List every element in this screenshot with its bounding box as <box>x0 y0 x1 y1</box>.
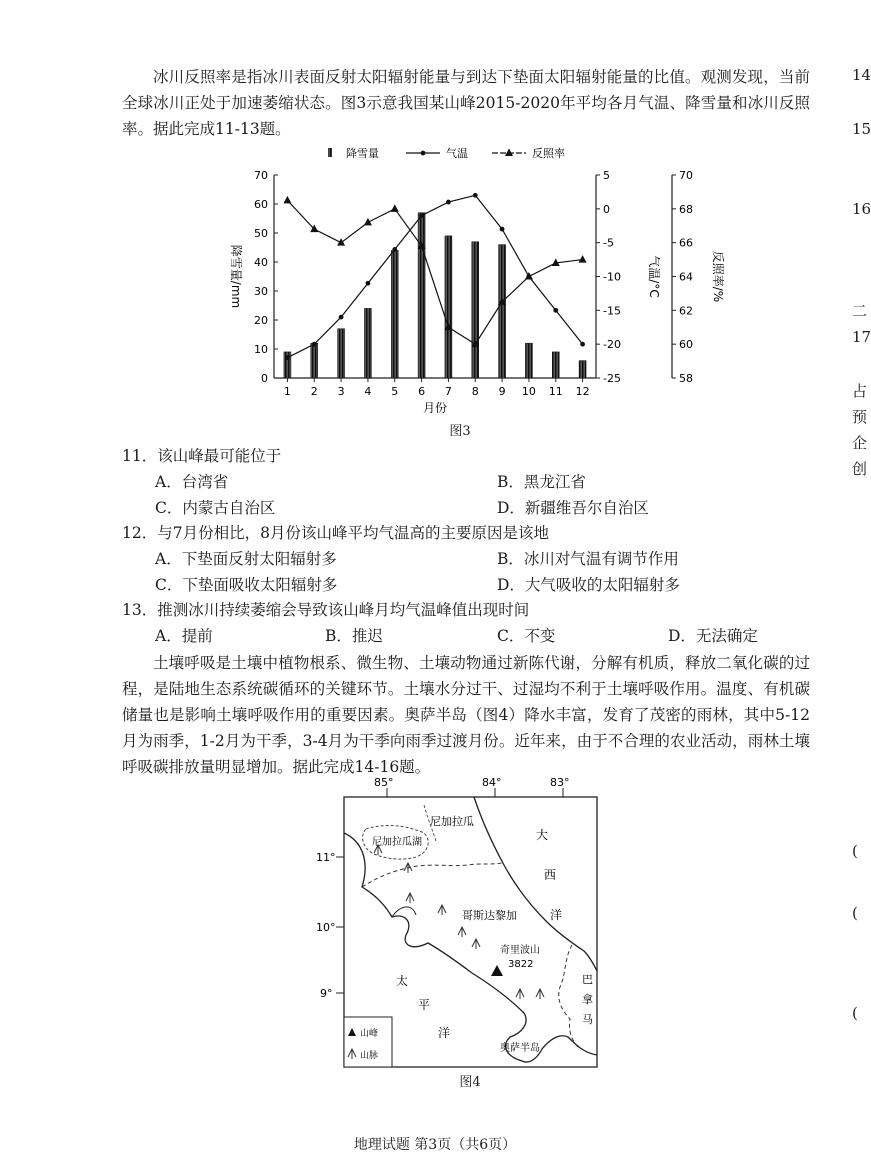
q13-option-a: A．提前 <box>155 627 213 645</box>
q11-option-c: C．内蒙古自治区 <box>155 499 276 517</box>
left-tick-label: 20 <box>254 314 268 327</box>
x-tick-label: 10 <box>521 385 536 398</box>
snowfall-bar <box>579 361 586 378</box>
lat-label-11: 11° <box>316 851 336 864</box>
q12-option-d: D．大气吸收的太阳辐射多 <box>497 576 680 594</box>
snowfall-bar <box>418 213 425 378</box>
chart-legend <box>328 146 565 160</box>
snowfall-bar <box>364 308 371 378</box>
legend-snowfall-label: 降雪量 <box>346 147 379 160</box>
q12-option-c: C．下垫面吸收太阳辐射多 <box>155 576 338 594</box>
legend-snowfall-swatch <box>328 148 332 157</box>
x-tick-label: 9 <box>498 385 506 398</box>
edge-fragment-10: ( <box>852 842 858 860</box>
x-tick-label: 3 <box>337 385 345 398</box>
temperature-point <box>366 281 371 286</box>
lon-label-83: 83° <box>550 776 570 789</box>
legend-temp-marker <box>421 151 426 156</box>
albedo-tick-label: 70 <box>679 169 693 182</box>
pacific-char-1: 太 <box>396 974 409 988</box>
temperature-point <box>312 342 317 347</box>
temperature-point <box>473 193 478 198</box>
albedo-tick-label: 60 <box>679 338 693 352</box>
snowfall-bar <box>525 343 532 378</box>
albedo-line <box>287 200 582 344</box>
legend-peak-label: 山峰 <box>360 1029 379 1039</box>
snowfall-bar <box>445 236 452 378</box>
snowfall-bar <box>391 250 398 378</box>
fig3-chart <box>210 145 730 415</box>
x-tick-label: 6 <box>418 385 426 398</box>
q13-option-d: D．无法确定 <box>668 627 758 645</box>
albedo-axis-title: 反照率/% <box>711 250 725 303</box>
left-tick-label: 30 <box>254 285 268 298</box>
question-13-stem: 13．推测冰川持续萎缩会导致该山峰月均气温峰值出现时间 <box>122 601 530 619</box>
albedo-point <box>579 255 587 263</box>
atlantic-char-1: 大 <box>536 828 549 842</box>
legend-albedo-label: 反照率 <box>532 147 565 160</box>
snowfall-bar <box>499 245 506 378</box>
q13-option-b: B．推迟 <box>325 627 383 645</box>
albedo-tick-label: 62 <box>679 304 693 318</box>
edge-fragment-12: ( <box>852 1004 858 1022</box>
albedo-tick-label: 66 <box>679 236 693 250</box>
temp-axis-title: 气温/°C <box>647 255 661 298</box>
temperature-point <box>392 247 397 252</box>
edge-fragment-5: 17 <box>852 328 871 346</box>
atlantic-char-3: 洋 <box>550 908 563 922</box>
edge-fragment-8: 企 <box>852 434 868 452</box>
question-11-stem: 11．该山峰最可能位于 <box>122 447 282 465</box>
edge-fragment-9: 创 <box>852 460 868 478</box>
label-nicaragua: 尼加拉瓜 <box>430 815 474 828</box>
q11-option-b: B．黑龙江省 <box>497 473 586 491</box>
edge-fragment-4: 二 <box>852 302 868 320</box>
panama-char-2: 拿 <box>582 993 593 1006</box>
temperature-point <box>553 308 558 313</box>
q13-option-c: C．不变 <box>497 627 556 645</box>
temp-tick-label: -10 <box>603 270 621 284</box>
temp-tick-label: -25 <box>603 372 621 385</box>
fig4-caption: 图4 <box>459 1075 481 1090</box>
edge-fragment-2: 15 <box>852 120 871 138</box>
page-footer: 地理试题 第3页（共6页） <box>353 1137 517 1153</box>
temp-tick-label: -5 <box>603 236 614 250</box>
albedo-tick-label: 58 <box>679 372 693 385</box>
panama-char-3: 马 <box>582 1013 593 1026</box>
pacific-char-3: 洋 <box>438 1026 451 1040</box>
temp-tick-label: 0 <box>603 202 610 216</box>
lat-label-9: 9° <box>320 987 333 1000</box>
edge-fragment-11: ( <box>852 904 858 922</box>
panama-char-1: 巴 <box>582 973 593 986</box>
temp-tick-label: -20 <box>603 338 621 352</box>
albedo-tick-label: 68 <box>679 202 693 216</box>
pacific-char-2: 平 <box>418 998 431 1012</box>
lon-label-84: 84° <box>482 776 502 789</box>
temperature-point <box>446 200 451 205</box>
fig3-caption: 图3 <box>449 424 471 439</box>
q11-option-a: A．台湾省 <box>155 473 229 491</box>
left-tick-label: 60 <box>254 198 268 211</box>
soil-paragraph: 土壤呼吸是土壤中植物根系、微生物、土壤动物通过新陈代谢，分解有机质，释放二氧化碳的过程，是陆地生态系统碳循环的关键环节。土壤水分过干、过湿均不利于土壤呼吸作用。温度、有机碳储量也是影响土壤呼吸作用的重要因素。奥萨半岛（图4）降水丰富，发育了茂密的雨林，其中5-12月为雨季，1-2月为干季，3-4月为干季向雨季过渡月份。近年来，由于不合理的农业活动，雨林土壤呼吸碳排放量明显增加。据此完成14-16题。 <box>122 654 810 776</box>
temperature-point <box>339 315 344 320</box>
left-tick-label: 10 <box>254 343 268 356</box>
snowfall-bars <box>284 213 586 378</box>
label-costa-rica: 哥斯达黎加 <box>462 909 517 922</box>
legend-albedo-marker <box>505 149 513 157</box>
label-elevation: 3822 <box>508 959 534 970</box>
edge-fragment-3: 16 <box>852 200 871 218</box>
fig4-map <box>316 775 632 1075</box>
x-tick-label: 8 <box>471 385 479 398</box>
q12-option-a: A．下垫面反射太阳辐射多 <box>155 550 337 568</box>
left-tick-label: 70 <box>254 169 268 182</box>
question-12-stem: 12．与7月份相比，8月份该山峰平均气温高的主要原因是该地 <box>122 524 549 542</box>
left-tick-label: 40 <box>254 256 268 269</box>
snowfall-bar <box>311 343 318 378</box>
q12-option-b: B．冰川对气温有调节作用 <box>497 550 679 568</box>
label-lake-nicaragua: 尼加拉瓜湖 <box>372 837 422 848</box>
lon-label-85: 85° <box>374 776 394 789</box>
snowfall-bar <box>472 242 479 378</box>
temp-tick-label: 5 <box>603 169 610 182</box>
left-axis-title: 降雪量/mm <box>229 244 243 309</box>
x-tick-label: 7 <box>444 385 452 398</box>
temperature-point <box>580 342 585 347</box>
x-tick-label: 2 <box>310 385 318 398</box>
chart-lines <box>283 193 586 360</box>
x-tick-label: 1 <box>283 385 291 398</box>
q11-option-d: D．新疆维吾尔自治区 <box>497 499 649 517</box>
temperature-line <box>287 195 582 357</box>
snowfall-bar <box>552 352 559 378</box>
temperature-point <box>419 213 424 218</box>
albedo-point <box>283 196 291 204</box>
edge-fragment-6: 占 <box>852 382 868 400</box>
temperature-point <box>500 227 505 232</box>
temperature-point <box>285 355 290 360</box>
lat-label-10: 10° <box>316 921 336 934</box>
x-tick-label: 11 <box>548 385 563 398</box>
legend-range-label: 山脉 <box>360 1051 379 1061</box>
snowfall-bar <box>338 329 345 378</box>
albedo-point <box>391 204 399 212</box>
left-tick-label: 0 <box>261 372 268 385</box>
atlantic-char-2: 西 <box>544 868 557 882</box>
edge-fragment-7: 预 <box>852 408 868 426</box>
x-tick-label: 4 <box>364 385 372 398</box>
left-tick-label: 50 <box>254 227 268 240</box>
legend-temp-label: 气温 <box>446 147 468 160</box>
edge-fragment-1: 14 <box>852 66 871 84</box>
intro-paragraph: 冰川反照率是指冰川表面反射太阳辐射能量与到达下垫面太阳辐射能量的比值。观测发现，当前全球冰川正处于加速萎缩状态。图3示意我国某山峰2015-2020年平均各月气温、降雪量和冰川反照率。据此完成11-13题。 <box>122 68 810 138</box>
albedo-tick-label: 64 <box>679 270 693 284</box>
x-tick-label: 5 <box>391 385 399 398</box>
x-tick-label: 12 <box>575 385 590 398</box>
label-chirripo: 奇里波山 <box>500 945 540 956</box>
x-axis-title: 月份 <box>422 401 448 415</box>
temp-tick-label: -15 <box>603 304 621 318</box>
label-osa-peninsula: 奥萨半岛 <box>500 1043 540 1054</box>
